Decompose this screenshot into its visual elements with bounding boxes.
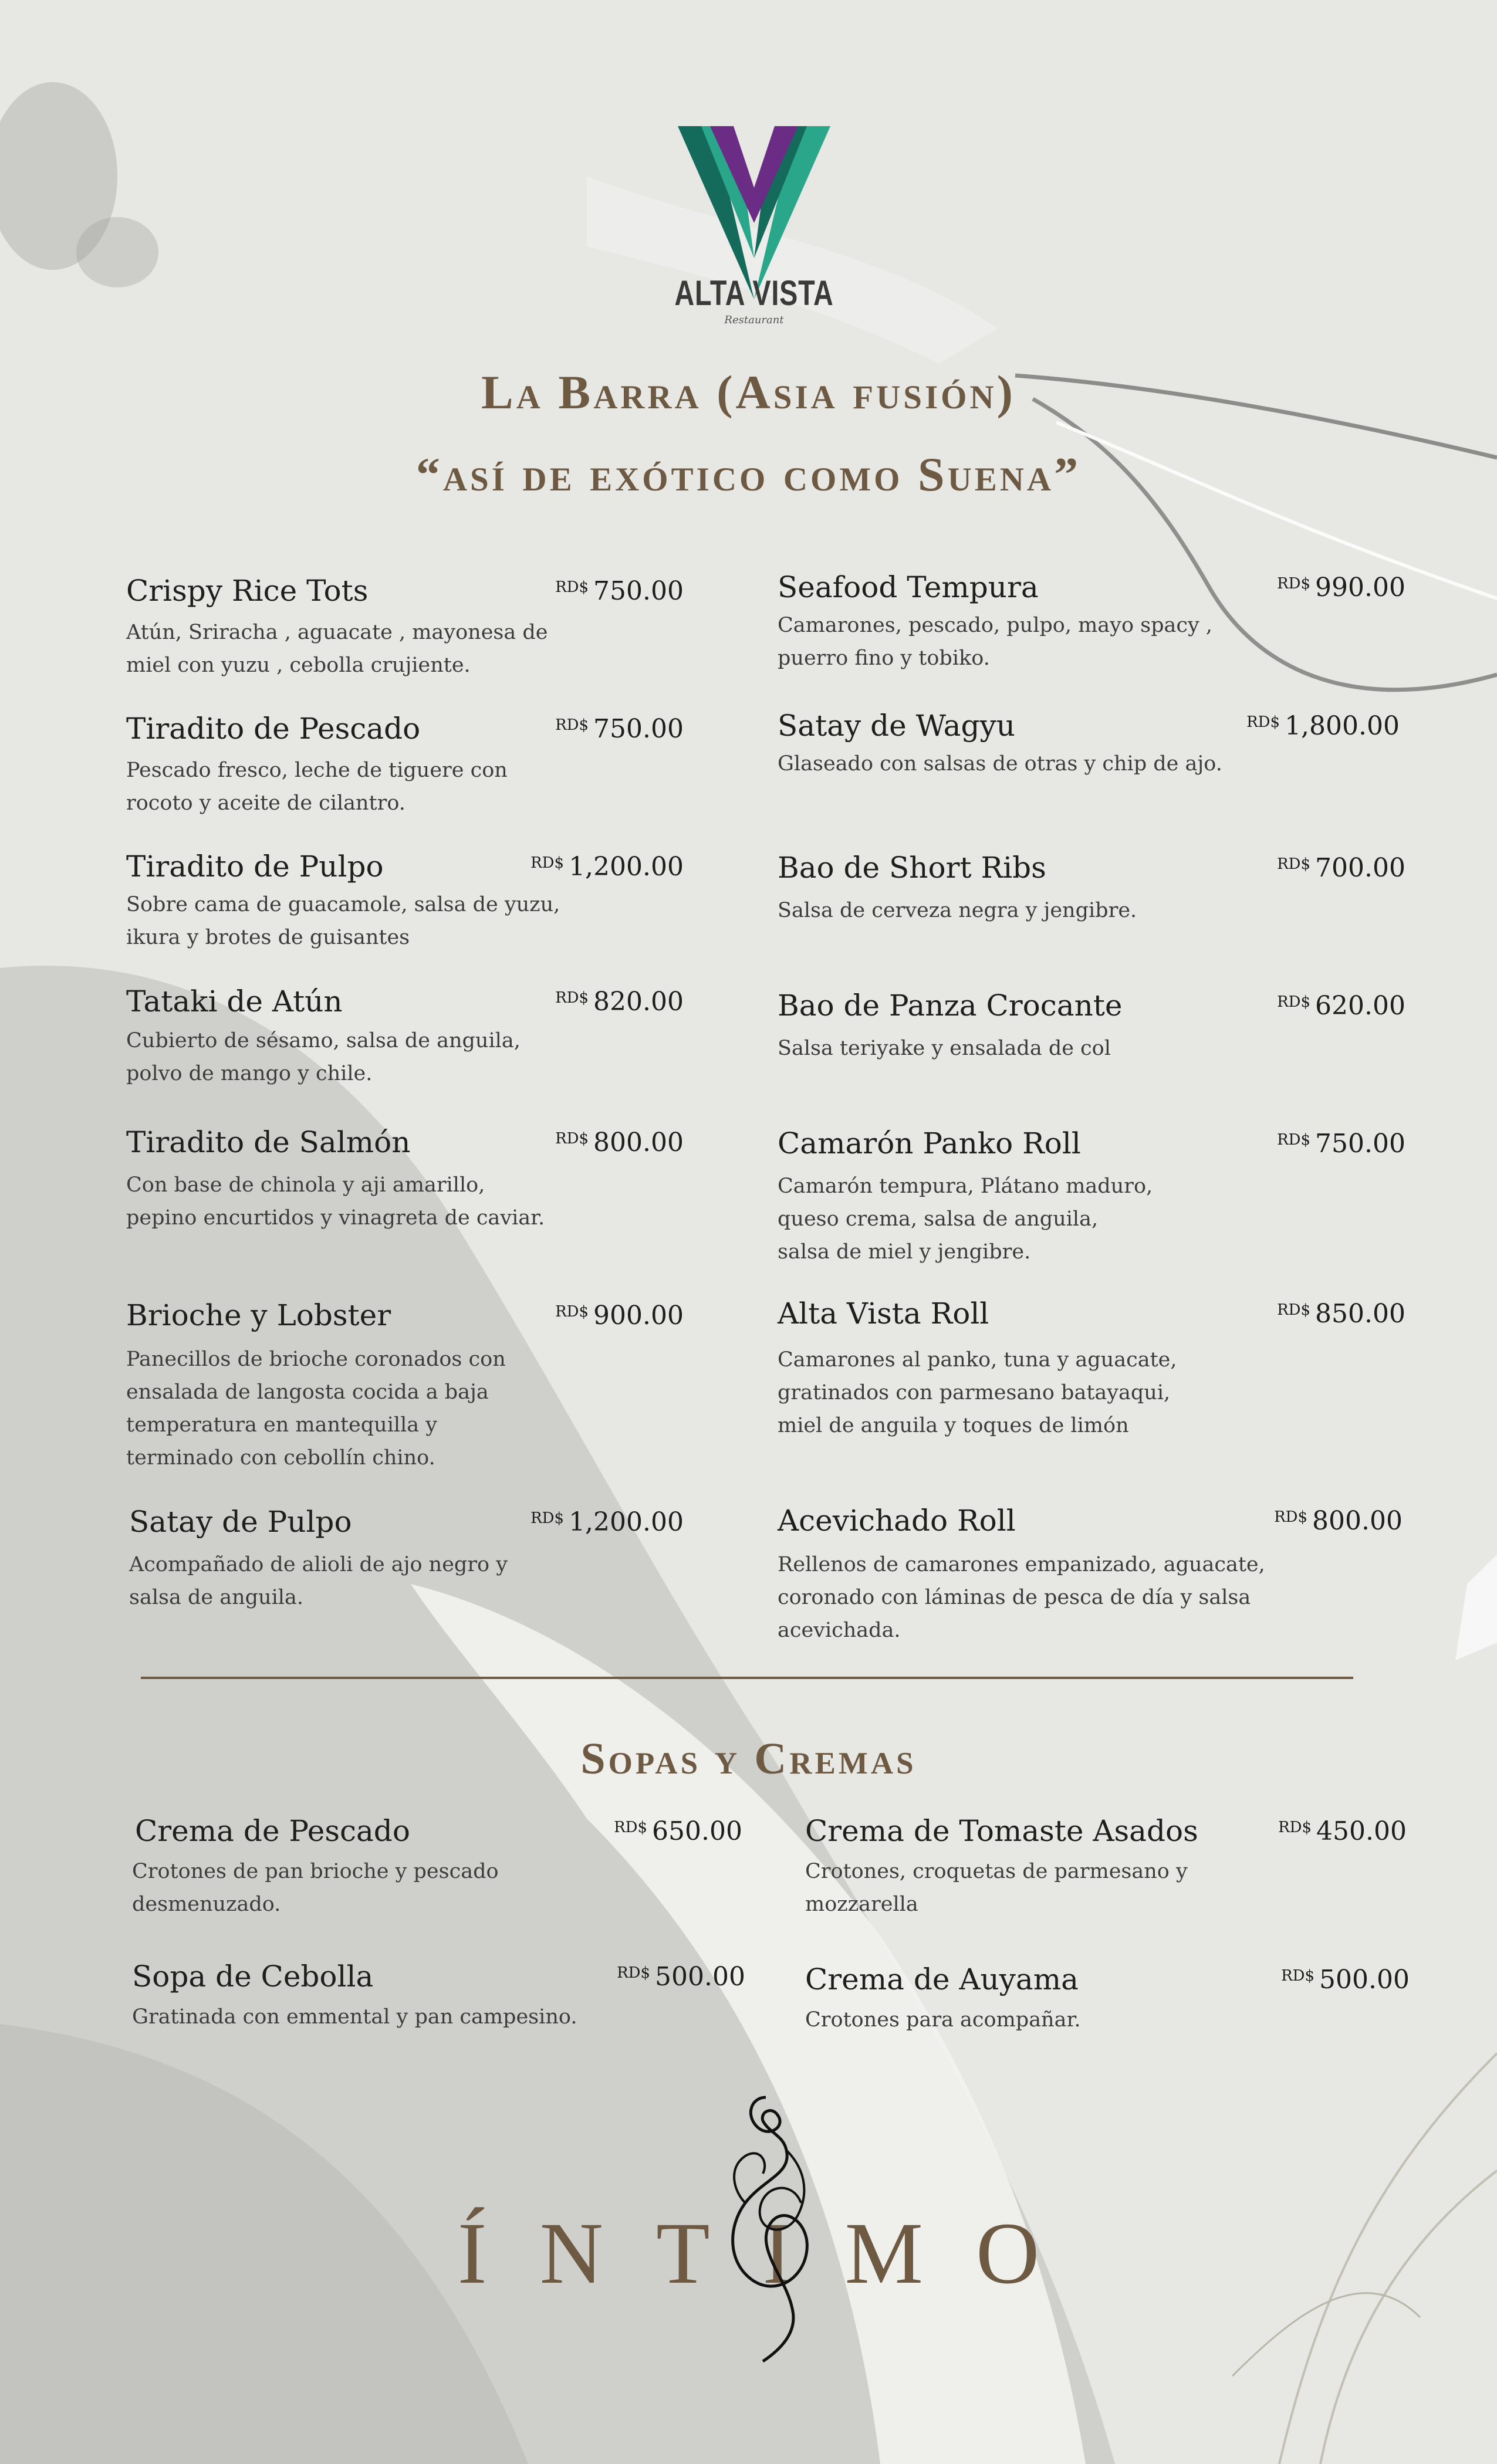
section-divider [141, 1677, 1353, 1679]
item-name: Crema de Auyama [805, 1962, 1079, 1996]
item-name: Crispy Rice Tots [126, 574, 369, 608]
currency-label: RD$ [555, 989, 589, 1007]
item-price: $^{RD\$}$ 900.00 [555, 1301, 684, 1331]
currency-label: RD$ [1277, 993, 1311, 1011]
item-price: $^{RD\$}$ 620.00 [1277, 991, 1405, 1021]
item-name: Tiradito de Pulpo [126, 849, 384, 884]
item-description: Sobre cama de guacamole, salsa de yuzu, ikura y brotes de guisantes [126, 893, 560, 949]
item-description: Cubierto de sésamo, salsa de anguila, polvo de mango y chile. [126, 1029, 521, 1085]
item-name: Tiradito de Salmón [126, 1125, 411, 1159]
currency-label: RD$ [555, 1130, 589, 1148]
item-price: $^{RD\$}$ 850.00 [1277, 1299, 1405, 1329]
item-price: $^{RD\$}$ 650.00 [614, 1816, 742, 1846]
item-description: Salsa de cerveza negra y jengibre. [778, 899, 1137, 922]
item-price: $^{RD\$}$ 1,200.00 [530, 852, 684, 882]
currency-label: RD$ [1277, 1301, 1311, 1319]
item-name: Brioche y Lobster [126, 1298, 391, 1332]
brand-name: ALTA VISTA [674, 273, 834, 313]
section-subtitle: “así de exótico como Suena” [415, 448, 1082, 501]
currency-label: RD$ [530, 854, 565, 872]
item-price: $^{RD\$}$ 450.00 [1278, 1816, 1407, 1846]
section-title: La Barra (Asia fusión) [481, 365, 1016, 419]
item-description: Atún, Sriracha , aguacate , mayonesa de miel con yuzu , cebolla crujiente. [126, 621, 548, 677]
item-price: $^{RD\$}$ 1,800.00 [1246, 711, 1400, 741]
item-description: Camarones, pescado, pulpo, mayo spacy , puerro fino y tobiko. [778, 614, 1212, 670]
item-description: Camarones al panko, tuna y aguacate, gratinados con parmesano batayaqui, miel de anguila y toques de limón [778, 1348, 1177, 1437]
currency-label: RD$ [1277, 1131, 1311, 1149]
currency-label: RD$ [1274, 1508, 1308, 1526]
item-price: $^{RD\$}$ 500.00 [617, 1962, 745, 1992]
item-name: Acevichado Roll [778, 1504, 1016, 1538]
currency-label: RD$ [555, 578, 589, 596]
item-price: $^{RD\$}$ 800.00 [1274, 1506, 1403, 1536]
item-description: Gratinada con emmental y pan campesino. [132, 2005, 577, 2029]
item-price: $^{RD\$}$ 1,200.00 [530, 1507, 684, 1537]
item-name: Satay de Pulpo [129, 1505, 352, 1539]
item-price: $^{RD\$}$ 820.00 [555, 987, 684, 1017]
currency-label: RD$ [1246, 713, 1280, 731]
intimo-figure-icon [704, 2086, 833, 2367]
item-description: Con base de chinola y aji amarillo, pepino encurtidos y vinagreta de caviar. [126, 1173, 545, 1230]
item-name: Tataki de Atún [126, 984, 343, 1018]
item-description: Crotones, croquetas de parmesano y mozzarella [805, 1860, 1188, 1916]
item-name: Bao de Short Ribs [778, 851, 1046, 885]
item-description: Crotones de pan brioche y pescado desmenuzado. [132, 1860, 499, 1916]
item-description: Panecillos de brioche coronados con ensalada de langosta cocida a baja temperatura en mantequilla y terminado con cebollín chino. [126, 1348, 506, 1470]
item-description: Camarón tempura, Plátano maduro, queso crema, salsa de anguila, salsa de miel y jengibre. [778, 1175, 1153, 1264]
item-name: Alta Vista Roll [778, 1297, 989, 1331]
item-price: $^{RD\$}$ 500.00 [1281, 1965, 1410, 1995]
currency-label: RD$ [614, 1819, 648, 1836]
item-description: Rellenos de camarones empanizado, aguacate, coronado con láminas de pesca de día y salsa acevichada. [778, 1553, 1265, 1642]
currency-label: RD$ [555, 1303, 589, 1321]
item-description: Crotones para acompañar. [805, 2008, 1081, 2032]
currency-label: RD$ [530, 1509, 565, 1527]
item-description: Acompañado de alioli de ajo negro y salsa de anguila. [129, 1553, 508, 1609]
item-name: Crema de Pescado [135, 1814, 410, 1848]
item-name: Seafood Tempura [778, 570, 1039, 604]
item-name: Satay de Wagyu [778, 709, 1015, 743]
item-name: Crema de Tomaste Asados [805, 1814, 1198, 1848]
item-description: Glaseado con salsas de otras y chip de ajo. [778, 752, 1222, 776]
currency-label: RD$ [617, 1964, 651, 1982]
item-price: $^{RD\$}$ 800.00 [555, 1128, 684, 1157]
item-name: Camarón Panko Roll [778, 1126, 1081, 1160]
soups-title: Sopas y Cremas [580, 1734, 917, 1783]
currency-label: RD$ [1278, 1819, 1312, 1836]
currency-label: RD$ [555, 716, 589, 734]
currency-label: RD$ [1277, 855, 1311, 873]
currency-label: RD$ [1281, 1967, 1315, 1985]
item-name: Tiradito de Pescado [126, 712, 421, 746]
item-price: $^{RD\$}$ 700.00 [1277, 853, 1405, 883]
currency-label: RD$ [1277, 575, 1311, 593]
item-name: Sopa de Cebolla [132, 1959, 374, 1993]
item-price: $^{RD\$}$ 990.00 [1277, 573, 1405, 603]
item-price: $^{RD\$}$ 750.00 [555, 576, 684, 606]
item-price: $^{RD\$}$ 750.00 [555, 714, 684, 744]
item-description: Pescado fresco, leche de tiguere con rocoto y aceite de cilantro. [126, 759, 508, 815]
item-description: Salsa teriyake y ensalada de col [778, 1037, 1111, 1060]
intimo-logo-text: ÍNTIMO [457, 2205, 1093, 2302]
item-price: $^{RD\$}$ 750.00 [1277, 1129, 1405, 1159]
item-name: Bao de Panza Crocante [778, 989, 1123, 1023]
brand-subtitle: Restaurant [724, 314, 784, 326]
